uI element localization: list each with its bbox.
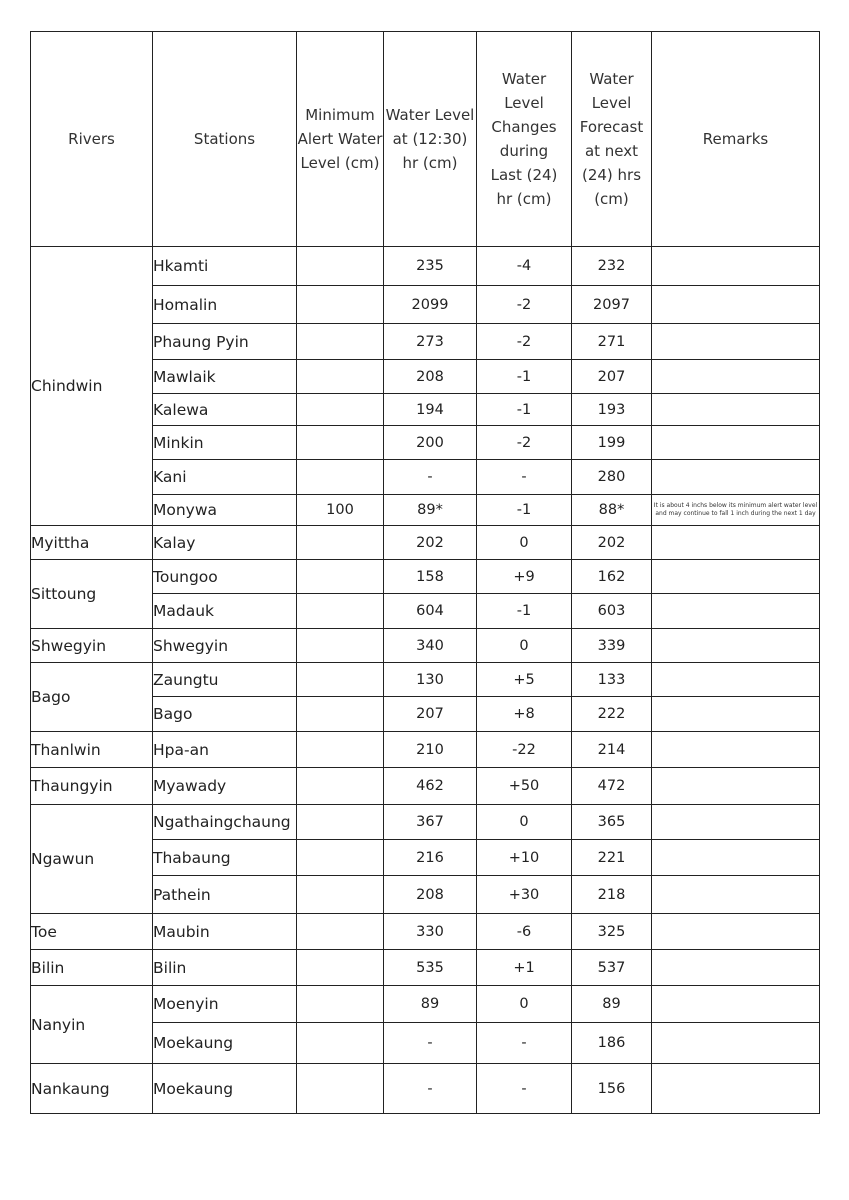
level-change: -1	[477, 360, 572, 394]
remarks-cell	[652, 286, 820, 324]
station-name: Mawlaik	[153, 360, 297, 394]
remarks-cell	[652, 950, 820, 986]
remarks-cell	[652, 629, 820, 663]
station-name: Homalin	[153, 286, 297, 324]
station-name: Moenyin	[153, 986, 297, 1023]
water-level: 208	[384, 360, 477, 394]
remarks-cell	[652, 560, 820, 594]
level-forecast: 133	[572, 663, 652, 697]
level-change: 0	[477, 805, 572, 840]
level-change: +5	[477, 663, 572, 697]
water-level: 208	[384, 876, 477, 914]
level-forecast: 186	[572, 1023, 652, 1064]
min-alert-level	[297, 324, 384, 360]
min-alert-level	[297, 697, 384, 732]
header-stations: Stations	[153, 32, 297, 247]
water-level: -	[384, 1023, 477, 1064]
min-alert-level	[297, 805, 384, 840]
level-change: +10	[477, 840, 572, 876]
table-row	[31, 1064, 820, 1114]
remarks-cell	[652, 876, 820, 914]
water-level: 194	[384, 394, 477, 426]
water-level: 200	[384, 426, 477, 460]
station-name: Zaungtu	[153, 663, 297, 697]
remarks-cell	[652, 805, 820, 840]
min-alert-level	[297, 286, 384, 324]
min-alert-level	[297, 768, 384, 805]
table-row	[31, 986, 820, 1023]
water-level: 273	[384, 324, 477, 360]
level-change: -1	[477, 594, 572, 629]
level-change: -	[477, 460, 572, 495]
river-name: Myittha	[31, 526, 153, 560]
table-row	[31, 950, 820, 986]
water-level: 202	[384, 526, 477, 560]
remarks-cell	[652, 460, 820, 495]
level-forecast: 365	[572, 805, 652, 840]
level-forecast: 472	[572, 768, 652, 805]
level-change: +1	[477, 950, 572, 986]
min-alert-level	[297, 526, 384, 560]
river-name: Sittoung	[31, 560, 153, 629]
remarks-cell	[652, 732, 820, 768]
table-row	[31, 805, 820, 840]
min-alert-level	[297, 950, 384, 986]
station-name: Myawady	[153, 768, 297, 805]
water-level: 207	[384, 697, 477, 732]
table-row	[31, 914, 820, 950]
level-forecast: 537	[572, 950, 652, 986]
water-level: 535	[384, 950, 477, 986]
table-row	[31, 560, 820, 594]
river-name: Ngawun	[31, 805, 153, 914]
water-level: 462	[384, 768, 477, 805]
min-alert-level	[297, 247, 384, 286]
level-forecast: 156	[572, 1064, 652, 1114]
min-alert-level	[297, 460, 384, 495]
remarks-cell	[652, 986, 820, 1023]
level-change: -2	[477, 426, 572, 460]
level-forecast: 280	[572, 460, 652, 495]
min-alert-level	[297, 1023, 384, 1064]
station-name: Pathein	[153, 876, 297, 914]
level-change: +9	[477, 560, 572, 594]
river-name: Thanlwin	[31, 732, 153, 768]
station-name: Kalewa	[153, 394, 297, 426]
water-level: 89	[384, 986, 477, 1023]
level-forecast: 221	[572, 840, 652, 876]
remarks-cell	[652, 594, 820, 629]
min-alert-level	[297, 663, 384, 697]
water-level: 216	[384, 840, 477, 876]
remarks-cell	[652, 1064, 820, 1114]
table-row	[31, 247, 820, 286]
header-remarks: Remarks	[652, 32, 820, 247]
table-body	[31, 247, 820, 1114]
min-alert-level	[297, 594, 384, 629]
header-rivers: Rivers	[31, 32, 153, 247]
level-forecast: 88*	[572, 495, 652, 526]
level-change: +50	[477, 768, 572, 805]
water-level: 130	[384, 663, 477, 697]
remarks-cell	[652, 663, 820, 697]
level-forecast: 339	[572, 629, 652, 663]
remarks-cell	[652, 394, 820, 426]
remarks-cell	[652, 526, 820, 560]
remarks-cell: It is about 4 inchs below its minimum alert water level and may continue to fall 1 inch during the next 1 day	[652, 495, 820, 526]
water-level: 330	[384, 914, 477, 950]
header-row	[31, 32, 820, 247]
level-forecast: 207	[572, 360, 652, 394]
min-alert-level	[297, 876, 384, 914]
remarks-cell	[652, 247, 820, 286]
remarks-cell	[652, 914, 820, 950]
level-forecast: 193	[572, 394, 652, 426]
header-forecast: Water Level Forecast at next (24) hrs (cm)	[572, 32, 652, 247]
water-level: 158	[384, 560, 477, 594]
station-name: Madauk	[153, 594, 297, 629]
level-forecast: 199	[572, 426, 652, 460]
table-row	[31, 732, 820, 768]
remarks-cell	[652, 324, 820, 360]
remarks-cell	[652, 840, 820, 876]
river-name: Bago	[31, 663, 153, 732]
river-name: Nanyin	[31, 986, 153, 1064]
water-level: 367	[384, 805, 477, 840]
min-alert-level	[297, 986, 384, 1023]
station-name: Thabaung	[153, 840, 297, 876]
level-forecast: 202	[572, 526, 652, 560]
min-alert-level	[297, 732, 384, 768]
level-change: -2	[477, 324, 572, 360]
level-change: -22	[477, 732, 572, 768]
station-name: Hpa-an	[153, 732, 297, 768]
level-forecast: 325	[572, 914, 652, 950]
header-water-level: Water Level at (12:30) hr (cm)	[384, 32, 477, 247]
level-forecast: 214	[572, 732, 652, 768]
min-alert-level	[297, 914, 384, 950]
min-alert-level: 100	[297, 495, 384, 526]
level-forecast: 603	[572, 594, 652, 629]
level-change: 0	[477, 629, 572, 663]
remarks-cell	[652, 426, 820, 460]
water-level: 340	[384, 629, 477, 663]
header-changes: Water Level Changes during Last (24) hr (cm)	[477, 32, 572, 247]
level-change: 0	[477, 526, 572, 560]
remarks-cell	[652, 768, 820, 805]
water-level-table	[30, 31, 820, 1114]
table-row	[31, 526, 820, 560]
water-level: -	[384, 460, 477, 495]
station-name: Moekaung	[153, 1064, 297, 1114]
level-forecast: 218	[572, 876, 652, 914]
level-forecast: 89	[572, 986, 652, 1023]
min-alert-level	[297, 1064, 384, 1114]
level-change: -2	[477, 286, 572, 324]
table-row	[31, 629, 820, 663]
min-alert-level	[297, 394, 384, 426]
water-level: 2099	[384, 286, 477, 324]
station-name: Moekaung	[153, 1023, 297, 1064]
river-name: Toe	[31, 914, 153, 950]
level-change: +8	[477, 697, 572, 732]
station-name: Bilin	[153, 950, 297, 986]
remarks-cell	[652, 360, 820, 394]
level-change: 0	[477, 986, 572, 1023]
river-name: Shwegyin	[31, 629, 153, 663]
level-change: +30	[477, 876, 572, 914]
water-level: 235	[384, 247, 477, 286]
min-alert-level	[297, 360, 384, 394]
level-change: -	[477, 1023, 572, 1064]
level-forecast: 232	[572, 247, 652, 286]
station-name: Bago	[153, 697, 297, 732]
station-name: Maubin	[153, 914, 297, 950]
station-name: Kani	[153, 460, 297, 495]
water-level: 210	[384, 732, 477, 768]
table-row	[31, 663, 820, 697]
station-name: Toungoo	[153, 560, 297, 594]
station-name: Kalay	[153, 526, 297, 560]
level-change: -1	[477, 394, 572, 426]
river-name: Bilin	[31, 950, 153, 986]
min-alert-level	[297, 426, 384, 460]
river-name: Nankaung	[31, 1064, 153, 1114]
level-change: -6	[477, 914, 572, 950]
level-change: -1	[477, 495, 572, 526]
level-change: -4	[477, 247, 572, 286]
station-name: Hkamti	[153, 247, 297, 286]
min-alert-level	[297, 629, 384, 663]
min-alert-level	[297, 560, 384, 594]
level-forecast: 2097	[572, 286, 652, 324]
min-alert-level	[297, 840, 384, 876]
header-min-alert: Minimum Alert Water Level (cm)	[297, 32, 384, 247]
station-name: Phaung Pyin	[153, 324, 297, 360]
remarks-cell	[652, 1023, 820, 1064]
station-name: Shwegyin	[153, 629, 297, 663]
water-level: -	[384, 1064, 477, 1114]
remarks-cell	[652, 697, 820, 732]
level-forecast: 271	[572, 324, 652, 360]
river-name: Thaungyin	[31, 768, 153, 805]
station-name: Ngathaingchaung	[153, 805, 297, 840]
water-level: 604	[384, 594, 477, 629]
level-forecast: 162	[572, 560, 652, 594]
station-name: Monywa	[153, 495, 297, 526]
level-forecast: 222	[572, 697, 652, 732]
table-row	[31, 768, 820, 805]
level-change: -	[477, 1064, 572, 1114]
river-name: Chindwin	[31, 247, 153, 526]
water-level: 89*	[384, 495, 477, 526]
station-name: Minkin	[153, 426, 297, 460]
